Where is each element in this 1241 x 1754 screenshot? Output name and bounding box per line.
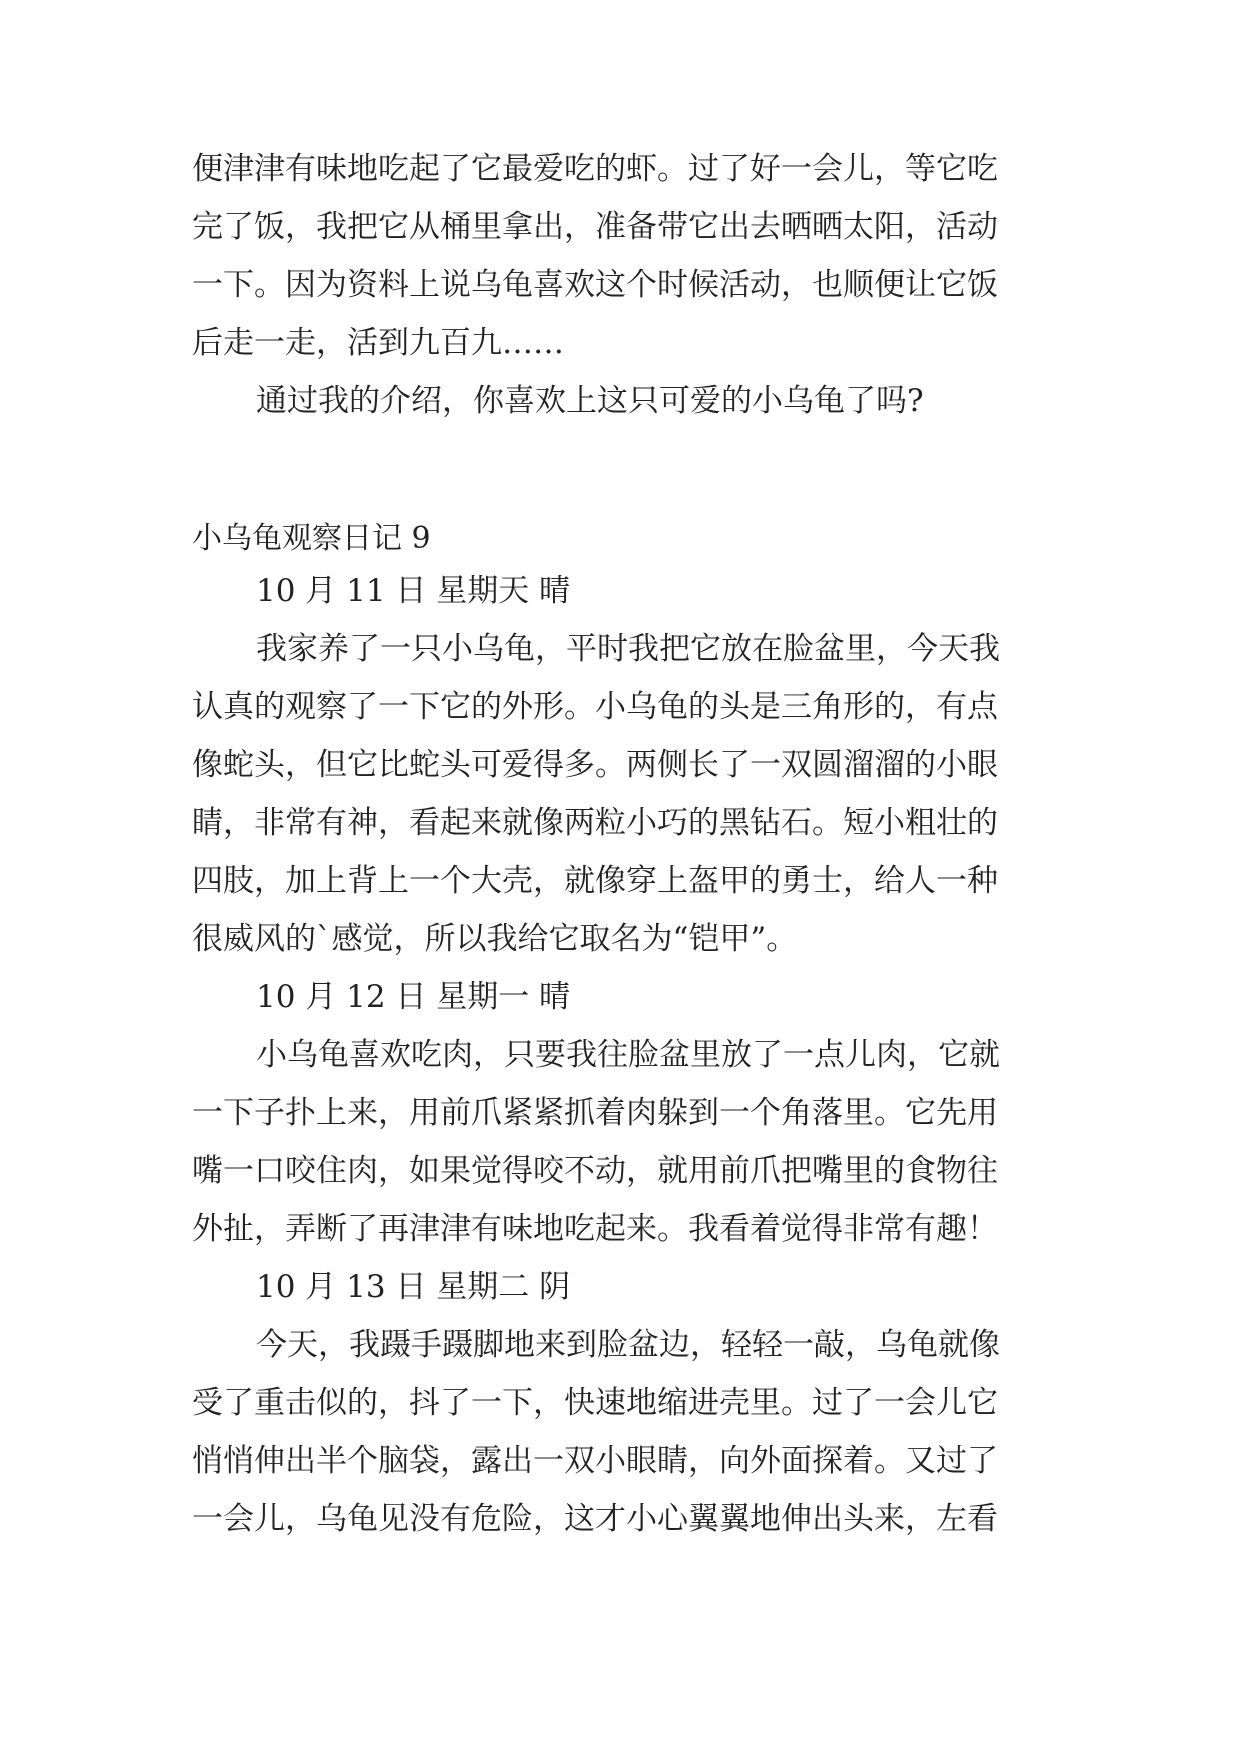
entry-date: 10 月 12 日 星期一 晴	[256, 979, 571, 1015]
entry-line: 一会儿，乌龟见没有危险，这才小心翼翼地伸出头来，左看	[192, 1501, 998, 1537]
intro-line: 便津津有味地吃起了它最爱吃的虾。过了好一会儿，等它吃	[192, 151, 998, 187]
entry-date: 10 月 13 日 星期二 阴	[256, 1269, 571, 1305]
entry-line: 认真的观察了一下它的外形。小乌龟的头是三角形的，有点	[192, 689, 998, 725]
entry-line: 小乌龟喜欢吃肉，只要我往脸盆里放了一点儿肉，它就	[256, 1037, 1000, 1073]
intro-paragraph	[192, 140, 1052, 430]
entry-line: 像蛇头，但它比蛇头可爱得多。两侧长了一双圆溜溜的小眼	[192, 747, 998, 783]
entry-line: 今天，我蹑手蹑脚地来到脸盆边，轻轻一敲，乌龟就像	[256, 1327, 1000, 1363]
intro-closing: 通过我的介绍，你喜欢上这只可爱的小乌龟了吗?	[256, 383, 924, 419]
diary-body	[192, 504, 1052, 1548]
intro-line: 后走一走，活到九百九……	[192, 325, 564, 361]
entry-line: 嘴一口咬住肉，如果觉得咬不动，就用前爪把嘴里的食物往	[192, 1153, 998, 1189]
entry-line: 我家养了一只小乌龟，平时我把它放在脸盆里，今天我	[256, 631, 1000, 667]
entry-line: 睛，非常有神，看起来就像两粒小巧的黑钻石。短小粗壮的	[192, 805, 998, 841]
entry-date: 10 月 11 日 星期天 晴	[256, 573, 571, 609]
entry-line: 很威风的`感觉，所以我给它取名为“铠甲”。	[192, 921, 798, 957]
entry-line: 外扯，弄断了再津津有味地吃起来。我看着觉得非常有趣！	[192, 1211, 998, 1247]
intro-line: 完了饭，我把它从桶里拿出，准备带它出去晒晒太阳，活动	[192, 209, 998, 245]
entry-line: 一下子扑上来，用前爪紧紧抓着肉躲到一个角落里。它先用	[192, 1095, 998, 1131]
entry-line: 悄悄伸出半个脑袋，露出一双小眼睛，向外面探着。又过了	[192, 1443, 998, 1479]
entry-line: 四肢，加上背上一个大壳，就像穿上盔甲的勇士，给人一种	[192, 863, 998, 899]
entry-line: 受了重击似的，抖了一下，快速地缩进壳里。过了一会儿它	[192, 1385, 998, 1421]
intro-line: 一下。因为资料上说乌龟喜欢这个时候活动，也顺便让它饭	[192, 267, 998, 303]
diary-title: 小乌龟观察日记 9	[192, 521, 431, 556]
